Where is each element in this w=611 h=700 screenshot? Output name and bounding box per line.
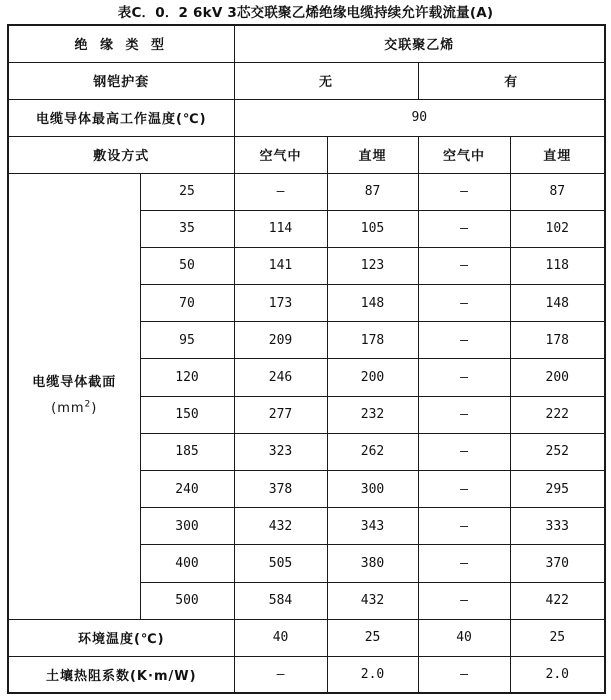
value-cell: 148: [510, 285, 605, 322]
footer-row-soil: [8, 656, 605, 693]
laying-method-air-1: 空气中: [234, 136, 327, 173]
value-cell: 222: [510, 396, 605, 433]
value-cell: —: [418, 396, 510, 433]
laying-method-buried-2: 直埋: [510, 136, 605, 173]
footer-row-ambient: [8, 619, 605, 656]
value-cell: —: [418, 582, 510, 619]
armor-none: 无: [234, 62, 418, 99]
value-cell: 105: [327, 210, 418, 247]
value-cell: 300: [327, 471, 418, 508]
value-cell: 295: [510, 471, 605, 508]
laying-label: 敷设方式: [8, 136, 234, 173]
value-cell: 173: [234, 285, 327, 322]
value-cell: 102: [510, 210, 605, 247]
header-row-max-temp: [8, 99, 605, 136]
value-cell: 141: [234, 247, 327, 284]
size-cell: 185: [140, 433, 234, 470]
value-cell: —: [418, 433, 510, 470]
value-cell: 432: [234, 508, 327, 545]
size-cell: 25: [140, 173, 234, 210]
value-cell: 323: [234, 433, 327, 470]
laying-method-buried-1: 直埋: [327, 136, 418, 173]
table-row: [8, 173, 605, 210]
ambient-temp-value: 40: [418, 619, 510, 656]
value-cell: —: [418, 471, 510, 508]
value-cell: 178: [510, 322, 605, 359]
value-cell: 380: [327, 545, 418, 582]
value-cell: 114: [234, 210, 327, 247]
max-temp-label: 电缆导体最高工作温度(℃): [8, 99, 234, 136]
value-cell: 87: [510, 173, 605, 210]
value-cell: 262: [327, 433, 418, 470]
header-row-laying: [8, 136, 605, 173]
value-cell: 200: [510, 359, 605, 396]
value-cell: 123: [327, 247, 418, 284]
value-cell: —: [418, 508, 510, 545]
value-cell: 148: [327, 285, 418, 322]
soil-resistivity-label: 土壤热阻系数(K·m/W): [8, 656, 234, 693]
cross-section-label: [8, 173, 140, 619]
size-cell: 35: [140, 210, 234, 247]
value-cell: —: [418, 322, 510, 359]
value-cell: 209: [234, 322, 327, 359]
max-temp-value: 90: [234, 99, 605, 136]
value-cell: 505: [234, 545, 327, 582]
ambient-temp-value: 25: [510, 619, 605, 656]
value-cell: 422: [510, 582, 605, 619]
table-title: 表C．0．2 6kV 3芯交联聚乙烯绝缘电缆持续允许载流量(A): [117, 5, 494, 21]
header-row-insulation: [8, 25, 605, 62]
armor-label: 钢铠护套: [8, 62, 234, 99]
size-cell: 70: [140, 285, 234, 322]
cross-section-label-line1: 电缆导体截面: [32, 375, 117, 391]
size-cell: 240: [140, 471, 234, 508]
value-cell: 118: [510, 247, 605, 284]
insulation-type-value: 交联聚乙烯: [234, 25, 605, 62]
value-cell: —: [418, 173, 510, 210]
value-cell: 200: [327, 359, 418, 396]
size-cell: 150: [140, 396, 234, 433]
size-cell: 300: [140, 508, 234, 545]
value-cell: 343: [327, 508, 418, 545]
header-row-armor: [8, 62, 605, 99]
value-cell: —: [418, 359, 510, 396]
value-cell: 370: [510, 545, 605, 582]
soil-resistivity-value: 2.0: [327, 656, 418, 693]
value-cell: 277: [234, 396, 327, 433]
soil-resistivity-value: —: [234, 656, 327, 693]
ambient-temp-label: 环境温度(℃): [8, 619, 234, 656]
value-cell: —: [418, 545, 510, 582]
soil-resistivity-value: 2.0: [510, 656, 605, 693]
size-cell: 95: [140, 322, 234, 359]
ambient-temp-value: 25: [327, 619, 418, 656]
armor-yes: 有: [418, 62, 605, 99]
size-cell: 50: [140, 247, 234, 284]
size-cell: 120: [140, 359, 234, 396]
value-cell: —: [234, 173, 327, 210]
insulation-type-label: 绝 缘 类 型: [8, 25, 234, 62]
value-cell: 178: [327, 322, 418, 359]
soil-resistivity-value: —: [418, 656, 510, 693]
value-cell: 378: [234, 471, 327, 508]
laying-method-air-2: 空气中: [418, 136, 510, 173]
value-cell: 252: [510, 433, 605, 470]
value-cell: 246: [234, 359, 327, 396]
value-cell: —: [418, 285, 510, 322]
value-cell: —: [418, 247, 510, 284]
cross-section-label-unit: $(mm^2)$: [51, 399, 98, 417]
size-cell: 400: [140, 545, 234, 582]
value-cell: 432: [327, 582, 418, 619]
value-cell: 232: [327, 396, 418, 433]
size-cell: 500: [140, 582, 234, 619]
ampacity-table: [7, 24, 606, 694]
ambient-temp-value: 40: [234, 619, 327, 656]
value-cell: 584: [234, 582, 327, 619]
value-cell: 333: [510, 508, 605, 545]
value-cell: —: [418, 210, 510, 247]
value-cell: 87: [327, 173, 418, 210]
